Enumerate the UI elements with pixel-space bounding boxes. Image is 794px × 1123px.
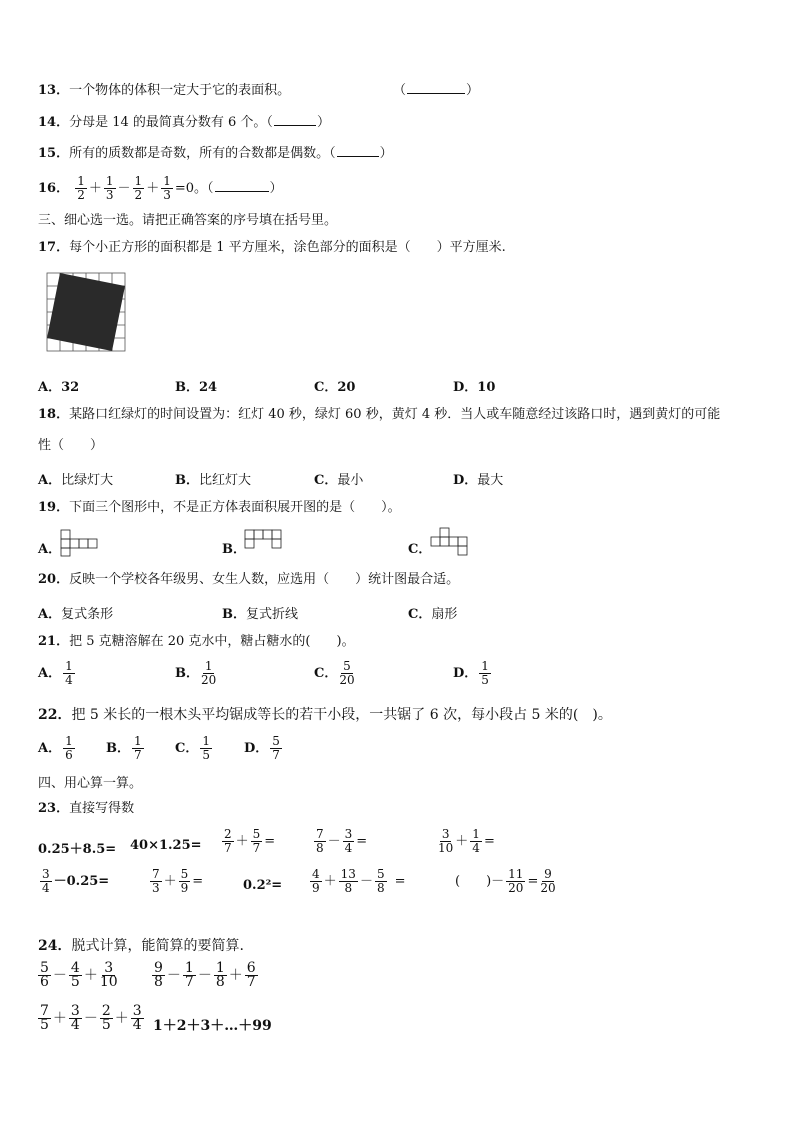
question-text: 脱式计算，能简算的要简算. [71, 938, 244, 954]
fraction: $\frac{1}{2}$ [134, 174, 143, 202]
expr-23-7: $\frac{7}{3}$ ＋ $\frac{5}{9}$ = [152, 867, 204, 895]
question-21 [38, 634, 355, 650]
paren-close: ） [466, 83, 480, 98]
expr-23-3: $\frac{2}{7}$ ＋ $\frac{5}{7}$ = [224, 827, 276, 855]
section-heading-3: 三、细心选一选。请把正确答案的序号填在括号里。 [38, 213, 338, 228]
paren-close: ） [379, 146, 393, 161]
question-23 [38, 801, 134, 817]
expr-23-5: $\frac{3}{10}$ ＋ $\frac{1}{4}$ = [438, 827, 495, 855]
q20-option-c[interactable]: C．扇形 [408, 607, 458, 622]
question-number: 19． [38, 500, 70, 515]
answer-blank-13[interactable] [393, 83, 479, 99]
net-figure-c [430, 527, 474, 559]
expr-24-1: $\frac{5}{6}$ － $\frac{4}{5}$ ＋ $\frac{3}{10}$ [40, 960, 118, 990]
expr-23-2: 40×1.25= [130, 838, 202, 853]
fraction: $\frac{1}{6}$ [65, 734, 73, 762]
q22-option-c[interactable]: C． $\frac{1}{5}$ [175, 734, 210, 762]
question-number: 24． [38, 938, 72, 954]
fraction: $\frac{1}{3}$ [105, 174, 114, 202]
q22-option-b[interactable]: B． $\frac{1}{7}$ [106, 734, 142, 762]
q20-option-b[interactable]: B．复式折线 [222, 607, 299, 622]
operator: ＋ [88, 181, 102, 196]
question-text: 某路口红绿灯的时间设置为：红灯 40 秒，绿灯 60 秒，黄灯 4 秒．当人或车随意经过该路口时，遇到黄灯的可能 [69, 407, 721, 422]
question-13 [38, 83, 290, 99]
question-text: 直接写得数 [69, 801, 135, 816]
grid-square-figure [46, 272, 126, 352]
q17-option-c[interactable]: C．20 [314, 380, 356, 395]
expr-24-3: $\frac{7}{5}$ ＋ $\frac{3}{4}$ － $\frac{2}{5}$ ＋ $\frac{3}{4}$ [40, 1003, 142, 1033]
question-number: 16． [38, 181, 70, 196]
fraction: $\frac{1}{5}$ [481, 659, 489, 687]
fraction: $\frac{5}{7}$ [272, 734, 280, 762]
q18-option-c[interactable]: C．最小 [314, 473, 364, 488]
question-number: 15． [38, 146, 70, 161]
question-text: 所有的质数都是奇数，所有的合数都是偶数。（ [69, 146, 336, 161]
expr-24-2: $\frac{9}{8}$ － $\frac{1}{7}$ － $\frac{1}{8}$ ＋ $\frac{6}{7}$ [154, 960, 256, 990]
question-number: 14． [38, 115, 70, 130]
fraction: $\frac{1}{7}$ [134, 734, 142, 762]
answer-blank[interactable] [274, 115, 316, 126]
q19-option-b[interactable]: B． [222, 542, 246, 557]
expr-23-1: 0.25＋8.5= [38, 842, 117, 857]
q18-option-a[interactable]: A．比绿灯大 [38, 473, 114, 488]
net-figure-b [244, 529, 288, 557]
fraction: $\frac{1}{2}$ [77, 174, 85, 202]
question-text: 分母是 14 的最简真分数有 6 个。（ [69, 115, 273, 130]
expr-23-10[interactable]: ( )－ $\frac{11}{20}$ = $\frac{9}{20}$ [455, 867, 556, 895]
question-number: 18． [38, 407, 70, 422]
question-number: 23． [38, 801, 70, 816]
q19-option-c[interactable]: C． [408, 542, 432, 557]
answer-blank[interactable] [215, 181, 269, 192]
fraction: $\frac{5}{20}$ [339, 659, 355, 687]
expr-23-4: $\frac{7}{8}$ － $\frac{3}{4}$ = [316, 827, 368, 855]
equation-tail: =0。（ [174, 181, 214, 196]
q22-option-d[interactable]: D． $\frac{5}{7}$ [244, 734, 280, 762]
question-19 [38, 500, 401, 516]
q19-option-a[interactable]: A． [38, 542, 62, 557]
question-14 [38, 115, 330, 131]
question-18 [38, 407, 720, 423]
question-text: 下面三个图形中，不是正方体表面积展开图的是（ ）。 [69, 500, 401, 515]
question-number: 20． [38, 572, 70, 587]
expr-24-4: 1＋2＋3＋…＋99 [153, 1018, 272, 1034]
paren-close: ） [269, 181, 283, 196]
fraction: $\frac{1}{3}$ [163, 174, 171, 202]
q21-option-a[interactable]: A． $\frac{1}{4}$ [38, 659, 73, 687]
expr-23-9: $\frac{4}{9}$ ＋ $\frac{13}{8}$ － $\frac{5}{8}$ = [312, 867, 406, 895]
q17-option-a[interactable]: A．32 [38, 380, 80, 395]
question-number: 17． [38, 240, 70, 255]
operator: ＋ [146, 181, 160, 196]
q17-option-b[interactable]: B．24 [175, 380, 218, 395]
question-24 [38, 938, 244, 954]
answer-blank[interactable] [337, 146, 379, 157]
question-text: 把 5 米长的一根木头平均锯成等长的若干小段，一共锯了 6 次，每小段占 5 米的( )。 [71, 707, 612, 723]
q18-option-d[interactable]: D．最大 [453, 473, 504, 488]
q20-option-a[interactable]: A．复式条形 [38, 607, 114, 622]
net-figure-a [60, 529, 104, 557]
shaded-square [47, 273, 125, 351]
expr-23-6: $\frac{3}{4}$ －0.25= [42, 867, 110, 895]
question-22 [38, 707, 612, 723]
question-17 [38, 240, 506, 256]
question-text: 把 5 克糖溶解在 20 克水中，糖占糖水的( )。 [69, 634, 355, 649]
q21-option-b[interactable]: B． $\frac{1}{20}$ [175, 659, 217, 687]
question-number: 22． [38, 707, 72, 723]
q21-option-d[interactable]: D． $\frac{1}{5}$ [453, 659, 489, 687]
question-number: 21． [38, 634, 70, 649]
expr-23-8: 0.2²= [243, 878, 283, 893]
q21-option-c[interactable]: C． $\frac{5}{20}$ [314, 659, 355, 687]
paren-close: ） [316, 115, 330, 130]
q22-option-a[interactable]: A． $\frac{1}{6}$ [38, 734, 73, 762]
question-15 [38, 146, 393, 162]
fraction: $\frac{1}{5}$ [202, 734, 210, 762]
operator: － [117, 181, 131, 196]
q18-option-b[interactable]: B．比红灯大 [175, 473, 252, 488]
fraction: $\frac{1}{4}$ [65, 659, 73, 687]
question-number: 13． [38, 83, 70, 98]
question-18-cont: 性（ ） [38, 438, 104, 453]
fraction: $\frac{1}{20}$ [201, 659, 217, 687]
question-text: 一个物体的体积一定大于它的表面积。 [69, 83, 291, 98]
question-16 [38, 172, 283, 206]
section-heading-4: 四、用心算一算。 [38, 776, 143, 791]
question-text: 每个小正方形的面积都是 1 平方厘米，涂色部分的面积是（ ）平方厘米. [69, 240, 506, 255]
q17-option-d[interactable]: D．10 [453, 380, 496, 395]
question-20 [38, 572, 459, 588]
question-text: 反映一个学校各年级男、女生人数，应选用（ ）统计图最合适。 [69, 572, 460, 587]
paren-open: （ [393, 83, 407, 98]
